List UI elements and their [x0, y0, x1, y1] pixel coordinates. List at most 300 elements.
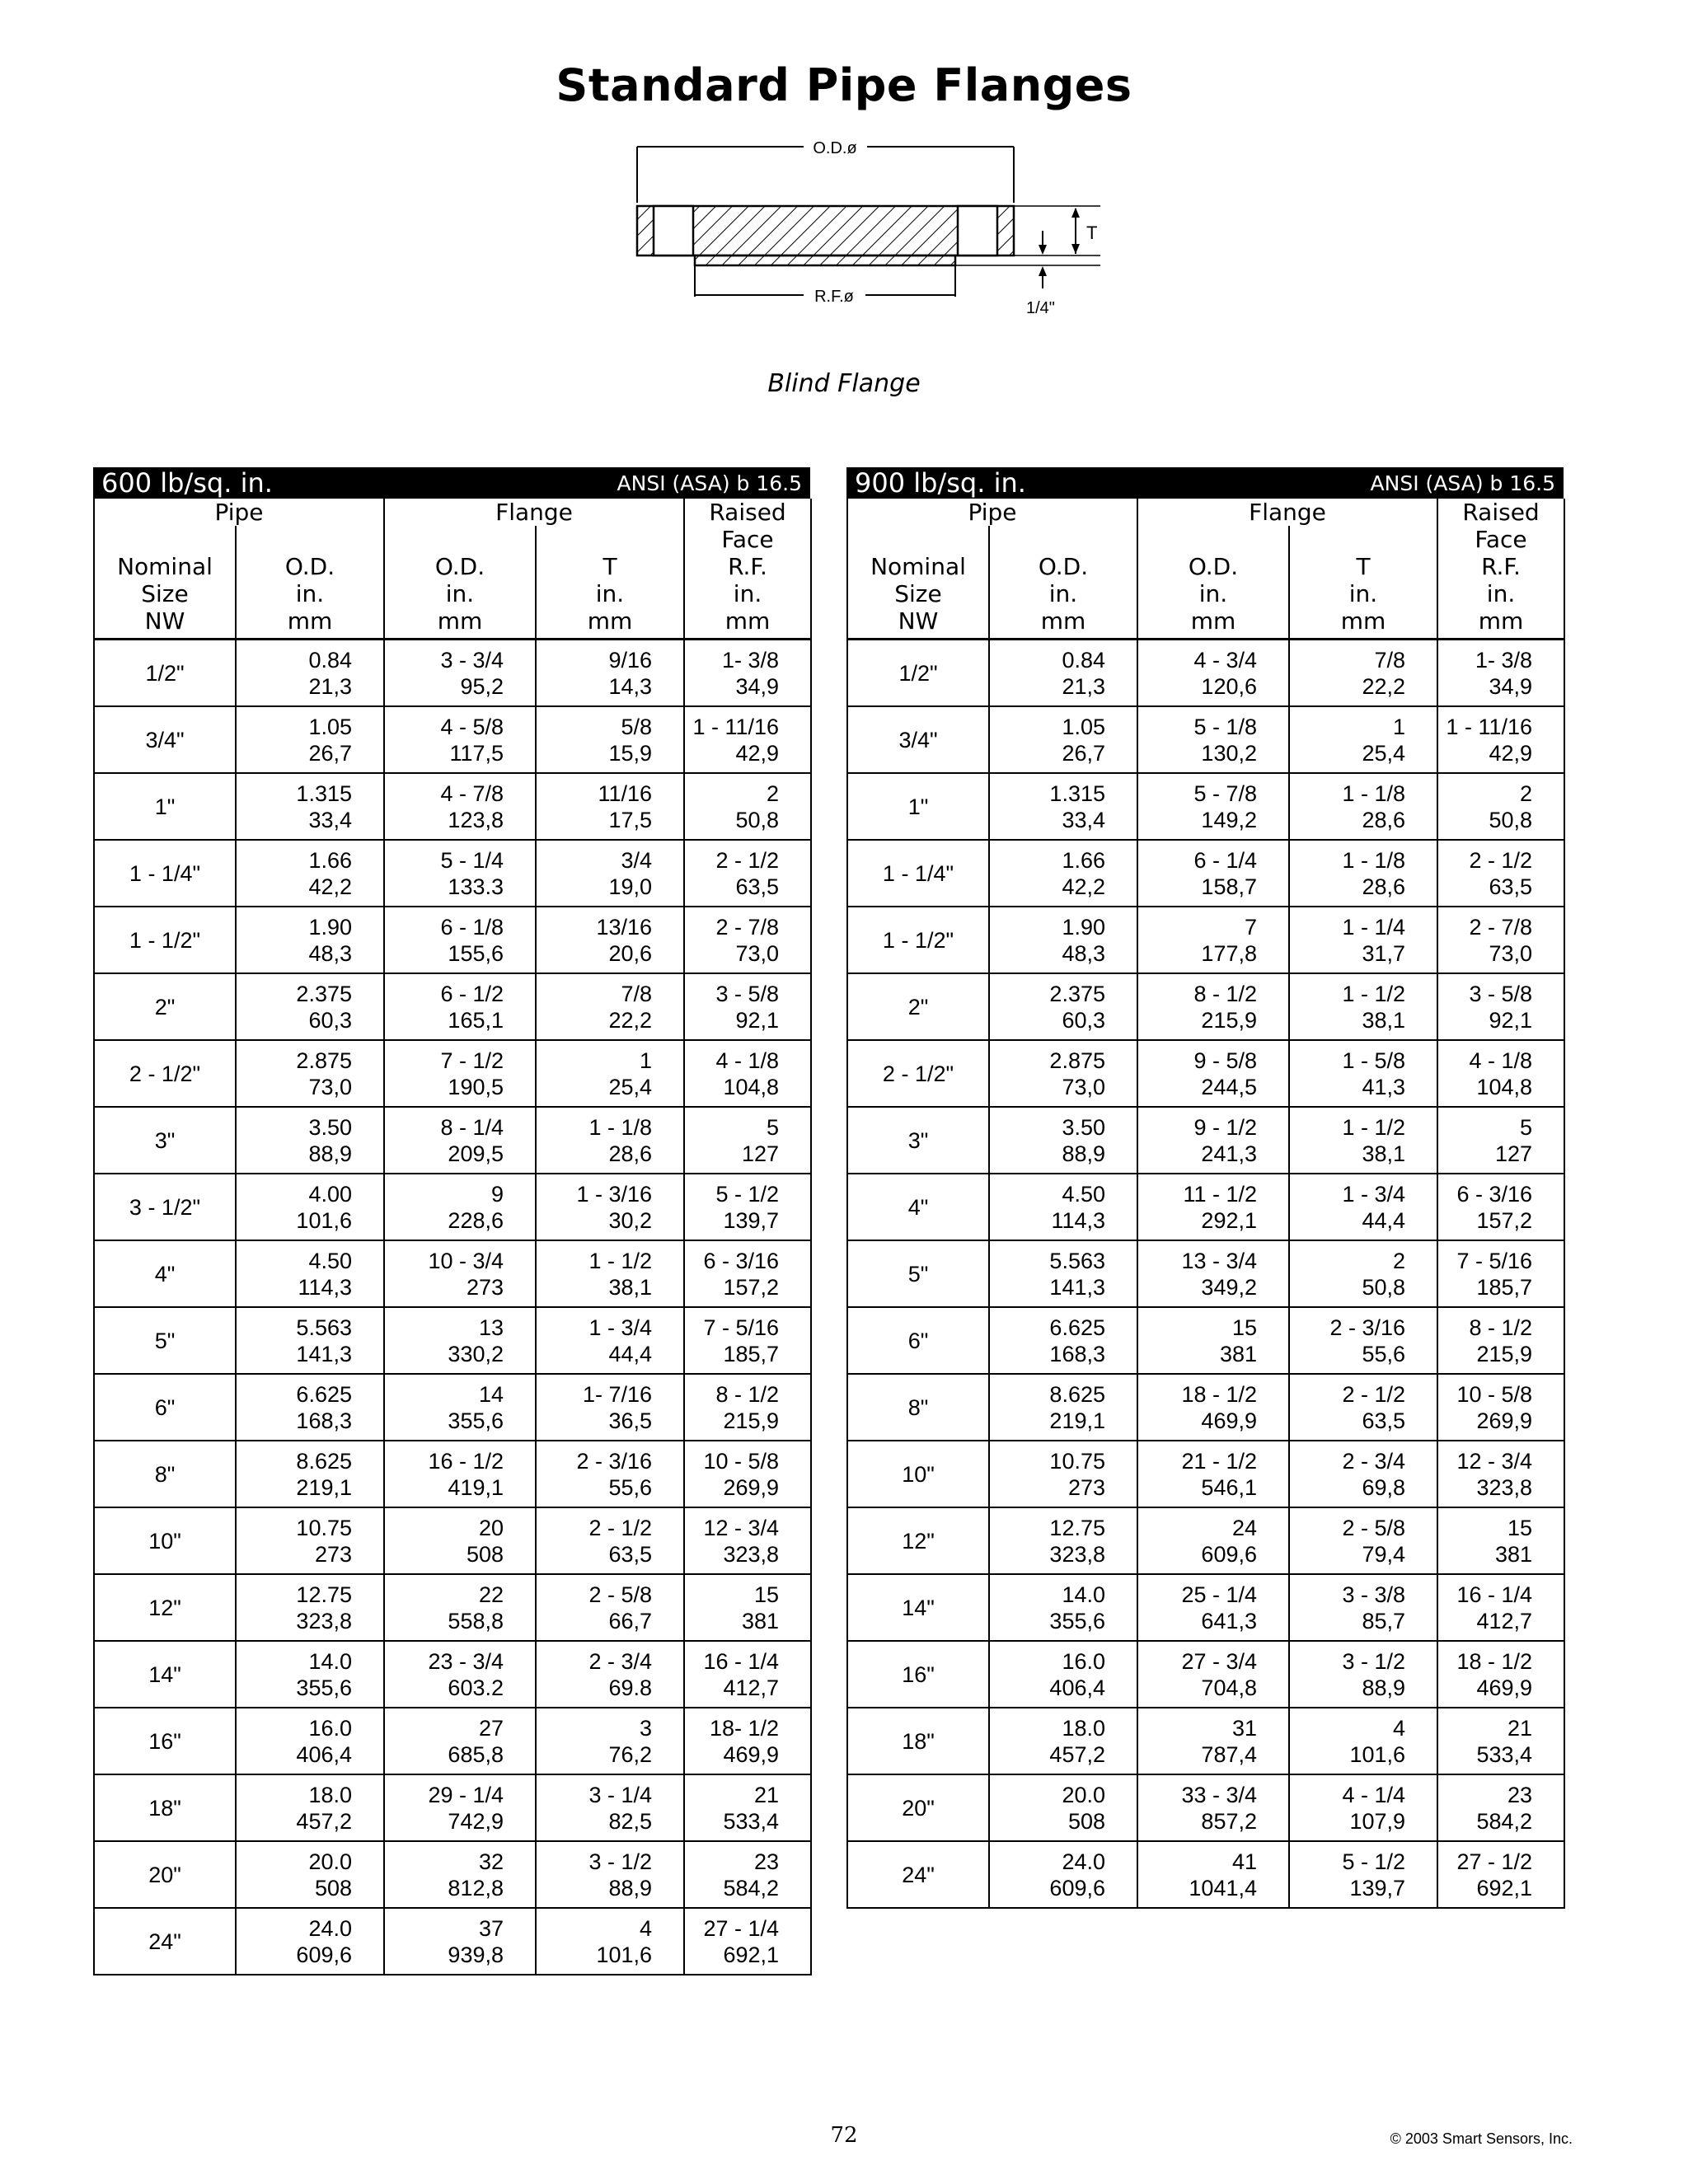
rf-cell: [684, 973, 811, 1040]
quarter-inch-label: 1/4": [1026, 299, 1055, 317]
table-row: [94, 1774, 811, 1841]
pipe-od-cell-mm: 508: [314, 1875, 352, 1900]
page-title: Standard Pipe Flanges: [556, 59, 1132, 111]
rf-cell-mm: 533,4: [723, 1808, 780, 1834]
pipe-od-cell: [236, 1641, 384, 1708]
pipe-od-cell-inch: 4.00: [308, 1181, 352, 1207]
flange-od-cell-mm: 123,8: [448, 807, 504, 832]
pipe-od-cell-inch: 4.50: [308, 1248, 352, 1273]
pipe-od-cell: [236, 1174, 384, 1240]
pipe-od-cell-inch: 1.05: [308, 714, 352, 739]
pipe-od-cell-inch: 14.0: [308, 1648, 352, 1674]
thickness-cell-mm: 22,2: [608, 1007, 653, 1033]
flange-od-cell-mm: 177,8: [1201, 940, 1257, 966]
rf-cell-mm: 127: [1494, 1141, 1533, 1166]
rf-cell-mm: 469,9: [723, 1741, 780, 1767]
thickness-cell-mm: 22,2: [1362, 673, 1406, 699]
thickness-cell-mm: 15,9: [608, 740, 653, 766]
thickness-header: T in. mm: [1289, 526, 1437, 640]
flange-od-cell-mm: 292,1: [1201, 1207, 1257, 1233]
rf-cell: [1437, 907, 1564, 973]
table-row: [94, 1107, 811, 1174]
rf-cell-inch: 15: [1507, 1515, 1533, 1540]
nominal-size-cell: 10": [94, 1507, 236, 1574]
flange-od-cell: [384, 773, 536, 840]
rf-cell-mm: 157,2: [723, 1274, 780, 1300]
pipe-od-cell-mm: 609,6: [1049, 1875, 1105, 1900]
rf-cell: [1437, 1174, 1564, 1240]
table-row: [94, 973, 811, 1040]
flange-od-cell-inch: 41: [1231, 1849, 1257, 1874]
rf-cell-inch: 2 - 7/8: [715, 914, 780, 940]
rf-cell-inch: 5: [1519, 1114, 1533, 1140]
table-row: [94, 1574, 811, 1641]
rf-cell-mm: 269,9: [1476, 1408, 1533, 1433]
rf-cell-mm: 412,7: [723, 1675, 780, 1700]
pipe-od-cell-mm: 355,6: [1049, 1608, 1105, 1633]
flange-od-header: O.D. in. mm: [1137, 526, 1289, 640]
rf-label: R.F.ø: [814, 288, 854, 306]
flange-od-cell: [1137, 773, 1289, 840]
rf-cell-mm: 215,9: [1476, 1341, 1533, 1366]
rf-cell: [684, 640, 811, 707]
rf-cell-inch: 15: [753, 1582, 780, 1607]
thickness-cell: [536, 1574, 684, 1641]
thickness-cell-inch: 13/16: [596, 914, 653, 940]
rf-cell-inch: 10 - 5/8: [703, 1448, 780, 1474]
rf-cell-mm: 34,9: [735, 673, 780, 699]
thickness-cell-inch: 1 - 1/4: [1342, 914, 1406, 940]
rf-cell-mm: 139,7: [723, 1207, 780, 1233]
standard-label: ANSI (ASA) b 16.5: [1370, 471, 1555, 495]
rf-cell: [684, 1507, 811, 1574]
thickness-cell: [536, 1441, 684, 1507]
flange-od-cell-mm: 603.2: [448, 1675, 504, 1700]
thickness-cell: [536, 1908, 684, 1975]
flange-od-cell-mm: 209,5: [448, 1141, 504, 1166]
pipe-od-cell-inch: 1.315: [1049, 780, 1105, 806]
flange-od-cell: [384, 1507, 536, 1574]
pipe-od-cell-mm: 60,3: [1062, 1007, 1105, 1033]
thickness-cell-inch: 1 - 1/8: [588, 1114, 653, 1140]
thickness-cell-inch: 2 - 1/2: [588, 1515, 653, 1540]
pipe-od-cell-inch: 2.375: [1049, 981, 1105, 1006]
flange-od-cell-inch: 27 - 3/4: [1181, 1648, 1257, 1674]
flange-od-cell-inch: 3 - 3/4: [440, 647, 504, 673]
nominal-size-cell: 12": [94, 1574, 236, 1641]
table-row: [847, 1107, 1564, 1174]
rf-cell: [1437, 640, 1564, 707]
flange-od-cell-mm: 641,3: [1201, 1608, 1257, 1633]
flange-od-cell: [384, 1307, 536, 1374]
flange-data-table: [846, 499, 1565, 1909]
pipe-od-cell-mm: 42,2: [1062, 874, 1105, 899]
rf-cell-inch: 12 - 3/4: [1456, 1448, 1533, 1474]
pipe-od-cell: [236, 840, 384, 907]
copyright: © 2003 Smart Sensors, Inc.: [1390, 2130, 1573, 2147]
flange-od-cell-inch: 5 - 1/8: [1193, 714, 1257, 739]
rf-cell-inch: 5 - 1/2: [715, 1181, 780, 1207]
rf-cell: [684, 1240, 811, 1307]
thickness-cell-mm: 139,7: [1349, 1875, 1406, 1900]
flange-od-cell: [384, 973, 536, 1040]
flange-od-cell-mm: 742,9: [448, 1808, 504, 1834]
flange-od-cell: [1137, 1040, 1289, 1107]
rf-cell: [684, 1708, 811, 1774]
rf-cell-inch: 6 - 3/16: [703, 1248, 780, 1273]
pipe-od-cell: [236, 973, 384, 1040]
pipe-od-cell-mm: 219,1: [1049, 1408, 1105, 1433]
thickness-cell-inch: 4: [1392, 1715, 1406, 1741]
thickness-cell-inch: 1- 7/16: [582, 1381, 653, 1407]
thickness-cell-mm: 101,6: [1349, 1741, 1406, 1767]
thickness-cell-mm: 28,6: [1362, 807, 1406, 832]
rf-cell-mm: 412,7: [1476, 1608, 1533, 1633]
flange-od-cell-mm: 190,5: [448, 1074, 504, 1099]
thickness-cell-mm: 17,5: [608, 807, 653, 832]
thickness-cell-mm: 55,6: [1362, 1341, 1406, 1366]
thickness-cell: [1289, 1240, 1437, 1307]
thickness-cell: [536, 1507, 684, 1574]
pipe-od-cell: [989, 640, 1137, 707]
rf-cell: [684, 1307, 811, 1374]
thickness-cell-mm: 50,8: [1362, 1274, 1406, 1300]
flange-od-cell-mm: 133.3: [448, 874, 504, 899]
pipe-od-cell: [989, 1841, 1137, 1908]
flange-od-cell-mm: 558,8: [448, 1608, 504, 1633]
rf-cell-mm: 104,8: [723, 1074, 780, 1099]
thickness-cell-inch: 1 - 3/4: [1342, 1181, 1406, 1207]
thickness-cell-mm: 38,1: [1362, 1007, 1406, 1033]
pipe-od-cell-inch: 3.50: [1062, 1114, 1105, 1140]
pipe-od-cell: [236, 1441, 384, 1507]
nominal-size-cell: 16": [94, 1708, 236, 1774]
flange-od-cell-inch: 4 - 5/8: [440, 714, 504, 739]
nominal-size-cell: 3/4": [94, 706, 236, 773]
thickness-cell-mm: 20,6: [608, 940, 653, 966]
rf-cell-mm: 127: [741, 1141, 780, 1166]
rf-cell-inch: 27 - 1/2: [1456, 1849, 1533, 1874]
pipe-od-cell-mm: 73,0: [1062, 1074, 1105, 1099]
figure-caption: Blind Flange: [767, 369, 921, 398]
table-row: [847, 1040, 1564, 1107]
rf-cell: [1437, 1441, 1564, 1507]
rf-cell-mm: 533,4: [1476, 1741, 1533, 1767]
pipe-od-header: O.D. in. mm: [989, 526, 1137, 640]
nominal-size-cell: 1 - 1/2": [847, 907, 989, 973]
flange-od-cell: [1137, 973, 1289, 1040]
flange-od-cell-mm: 381: [1219, 1341, 1257, 1366]
thickness-cell: [536, 1107, 684, 1174]
thickness-cell-inch: 3: [639, 1715, 653, 1741]
pipe-od-cell-inch: 2.375: [296, 981, 352, 1006]
flange-od-cell: [384, 1107, 536, 1174]
pressure-rating: 900 lb/sq. in.: [855, 467, 1026, 499]
rf-cell-inch: 18- 1/2: [709, 1715, 780, 1741]
thickness-cell-inch: 3/4: [621, 847, 653, 873]
thickness-cell-mm: 88,9: [608, 1875, 653, 1900]
flange-od-cell-mm: 419,1: [448, 1474, 504, 1500]
thickness-cell-inch: 2 - 3/4: [1342, 1448, 1406, 1474]
thickness-cell-inch: 11/16: [598, 780, 653, 806]
table-row: [94, 1507, 811, 1574]
flange-od-cell-inch: 6 - 1/8: [440, 914, 504, 940]
pipe-od-cell: [989, 1774, 1137, 1841]
rf-cell-mm: 50,8: [1489, 807, 1533, 832]
thickness-cell-mm: 69,8: [1362, 1474, 1406, 1500]
rf-cell-inch: 16 - 1/4: [1456, 1582, 1533, 1607]
rf-cell-mm: 269,9: [723, 1474, 780, 1500]
thickness-cell: [536, 1174, 684, 1240]
pipe-od-cell-mm: 457,2: [1049, 1741, 1105, 1767]
rf-cell-mm: 50,8: [735, 807, 780, 832]
rf-cell-inch: 21: [753, 1782, 780, 1807]
flange-group-header: Flange: [384, 499, 684, 526]
pipe-od-cell-mm: 48,3: [1062, 940, 1105, 966]
thickness-cell: [536, 1841, 684, 1908]
flange-od-cell: [1137, 1774, 1289, 1841]
nominal-size-cell: 16": [847, 1641, 989, 1708]
pipe-od-cell-inch: 1.90: [1062, 914, 1105, 940]
rf-cell-inch: 8 - 1/2: [715, 1381, 780, 1407]
pipe-od-cell-mm: 323,8: [296, 1608, 352, 1633]
pipe-od-cell-mm: 26,7: [308, 740, 352, 766]
thickness-cell-mm: 44,4: [608, 1341, 653, 1366]
flange-od-cell-inch: 7 - 1/2: [440, 1047, 504, 1073]
thickness-cell: [1289, 1507, 1437, 1574]
flange-od-cell-mm: 787,4: [1201, 1741, 1257, 1767]
rf-cell-mm: 692,1: [723, 1942, 780, 1967]
table-row: [847, 706, 1564, 773]
nominal-size-cell: 2 - 1/2": [847, 1040, 989, 1107]
flange-od-cell: [384, 1174, 536, 1240]
thickness-cell-inch: 3 - 3/8: [1342, 1582, 1406, 1607]
flange-table-900: [846, 467, 1564, 1909]
nominal-size-cell: 24": [847, 1841, 989, 1908]
nominal-size-cell: 6": [94, 1374, 236, 1441]
rf-cell: [684, 706, 811, 773]
pressure-rating: 600 lb/sq. in.: [101, 467, 273, 499]
table-row: [847, 640, 1564, 707]
thickness-cell-mm: 69.8: [608, 1675, 653, 1700]
pipe-od-cell-mm: 60,3: [308, 1007, 352, 1033]
rf-cell-inch: 3 - 5/8: [1469, 981, 1533, 1006]
thickness-cell-inch: 1 - 5/8: [1342, 1047, 1406, 1073]
pipe-od-cell-inch: 8.625: [1049, 1381, 1105, 1407]
rf-cell-inch: 10 - 5/8: [1456, 1381, 1533, 1407]
thickness-cell-mm: 85,7: [1362, 1608, 1406, 1633]
table-row: [94, 1307, 811, 1374]
thickness-cell-mm: 19,0: [608, 874, 653, 899]
pipe-od-cell: [236, 1307, 384, 1374]
rf-cell-inch: 5: [766, 1114, 780, 1140]
flange-od-cell: [384, 640, 536, 707]
pipe-od-cell-inch: 16.0: [1062, 1648, 1105, 1674]
table-row: [847, 1240, 1564, 1307]
rf-cell-mm: 104,8: [1476, 1074, 1533, 1099]
flange-od-cell-inch: 13 - 3/4: [1181, 1248, 1257, 1273]
table-row: [847, 1708, 1564, 1774]
pipe-od-cell-inch: 2.875: [296, 1047, 352, 1073]
thickness-cell-inch: 1 - 1/2: [1342, 981, 1406, 1006]
pipe-od-cell: [989, 1307, 1137, 1374]
thickness-cell-inch: 3 - 1/2: [1342, 1648, 1406, 1674]
flange-od-cell: [1137, 1307, 1289, 1374]
pipe-od-cell-inch: 12.75: [1049, 1515, 1105, 1540]
pipe-od-cell-mm: 21,3: [1062, 673, 1105, 699]
flange-od-cell-mm: 117,5: [449, 740, 504, 766]
thickness-cell: [536, 973, 684, 1040]
rf-cell-mm: 42,9: [1489, 740, 1533, 766]
rf-cell-inch: 4 - 1/8: [715, 1047, 780, 1073]
thickness-cell-inch: 1 - 1/2: [1342, 1114, 1406, 1140]
pipe-od-cell: [236, 1040, 384, 1107]
flange-od-cell: [1137, 907, 1289, 973]
flange-od-cell-inch: 37: [478, 1915, 504, 1941]
pipe-od-cell-mm: 42,2: [308, 874, 352, 899]
thickness-cell-inch: 5/8: [621, 714, 653, 739]
nominal-size-cell: 14": [94, 1641, 236, 1708]
flange-od-cell-mm: 130,2: [1201, 740, 1257, 766]
rf-cell: [1437, 1240, 1564, 1307]
nominal-size-cell: 10": [847, 1441, 989, 1507]
flange-od-cell-mm: 939,8: [448, 1942, 504, 1967]
rf-cell: [1437, 773, 1564, 840]
thickness-cell: [1289, 907, 1437, 973]
pipe-od-cell-inch: 12.75: [296, 1582, 352, 1607]
flange-od-cell-inch: 8 - 1/4: [440, 1114, 504, 1140]
pipe-od-cell-inch: 8.625: [296, 1448, 352, 1474]
flange-od-cell-inch: 23 - 3/4: [428, 1648, 504, 1674]
flange-od-cell: [384, 1841, 536, 1908]
flange-od-cell-mm: 546,1: [1201, 1474, 1257, 1500]
nominal-size-cell: 1 - 1/4": [94, 840, 236, 907]
rf-cell-inch: 7 - 5/16: [703, 1315, 780, 1340]
nominal-size-cell: 3 - 1/2": [94, 1174, 236, 1240]
flange-od-cell-inch: 31: [1231, 1715, 1257, 1741]
rf-cell: [1437, 1040, 1564, 1107]
page-number: 72: [830, 2123, 858, 2148]
pipe-od-cell-inch: 24.0: [308, 1915, 352, 1941]
thickness-cell-mm: 38,1: [608, 1274, 653, 1300]
thickness-cell-inch: 1 - 3/16: [576, 1181, 653, 1207]
flange-od-cell: [384, 1908, 536, 1975]
rf-cell-inch: 2: [1519, 780, 1533, 806]
flange-od-cell: [1137, 1174, 1289, 1240]
rf-cell-inch: 1 - 11/16: [692, 714, 780, 739]
thickness-cell-inch: 1 - 1/8: [1342, 780, 1406, 806]
thickness-cell: [1289, 640, 1437, 707]
thickness-cell: [536, 907, 684, 973]
pipe-od-cell: [236, 640, 384, 707]
thickness-cell-mm: 31,7: [1362, 940, 1406, 966]
rf-cell-mm: 584,2: [723, 1875, 780, 1900]
pipe-od-cell-inch: 3.50: [308, 1114, 352, 1140]
flange-od-cell: [384, 1441, 536, 1507]
thickness-cell: [536, 1307, 684, 1374]
flange-od-cell-mm: 812,8: [448, 1875, 504, 1900]
flange-od-cell-mm: 469,9: [1201, 1408, 1257, 1433]
pipe-od-cell: [236, 907, 384, 973]
pipe-od-cell-mm: 355,6: [296, 1675, 352, 1700]
rf-cell: [684, 1641, 811, 1708]
flange-od-cell-inch: 18 - 1/2: [1181, 1381, 1257, 1407]
table-row: [94, 1841, 811, 1908]
pipe-od-cell: [989, 1040, 1137, 1107]
rf-cell-mm: 73,0: [1489, 940, 1533, 966]
flange-od-cell: [384, 1774, 536, 1841]
rf-cell-inch: 27 - 1/4: [703, 1915, 780, 1941]
table-header-bar: [93, 467, 810, 499]
table-row: [847, 1307, 1564, 1374]
thickness-cell-inch: 7/8: [621, 981, 653, 1006]
rf-cell-mm: 73,0: [735, 940, 780, 966]
rf-cell-mm: 323,8: [1476, 1474, 1533, 1500]
nominal-size-cell: 1": [94, 773, 236, 840]
pipe-od-cell: [989, 973, 1137, 1040]
pipe-od-cell-inch: 1.66: [1062, 847, 1105, 873]
thickness-cell-inch: 2 - 3/16: [1329, 1315, 1406, 1340]
nominal-size-cell: 5": [94, 1307, 236, 1374]
thickness-cell: [1289, 1441, 1437, 1507]
flange-od-cell-inch: 15: [1231, 1315, 1257, 1340]
flange-od-cell-inch: 6 - 1/2: [440, 981, 504, 1006]
flange-od-cell-mm: 228,6: [448, 1207, 504, 1233]
rf-cell: [684, 907, 811, 973]
thickness-cell-mm: 25,4: [608, 1074, 653, 1099]
pipe-od-cell: [989, 1441, 1137, 1507]
nominal-size-cell: 20": [94, 1841, 236, 1908]
pipe-od-cell-mm: 141,3: [296, 1341, 352, 1366]
thickness-cell: [1289, 1574, 1437, 1641]
nominal-size-cell: 1": [847, 773, 989, 840]
rf-cell-mm: 34,9: [1489, 673, 1533, 699]
pipe-od-cell-inch: 5.563: [296, 1315, 352, 1340]
thickness-cell-inch: 1 - 3/4: [588, 1315, 653, 1340]
flange-od-cell-mm: 120,6: [1201, 673, 1257, 699]
flange-od-cell: [1137, 1841, 1289, 1908]
pipe-od-cell: [989, 773, 1137, 840]
pipe-od-cell-mm: 168,3: [296, 1408, 352, 1433]
thickness-cell-inch: 2 - 5/8: [1342, 1515, 1406, 1540]
flange-od-cell-inch: 9 - 1/2: [1193, 1114, 1257, 1140]
pipe-od-cell-mm: 33,4: [1062, 807, 1105, 832]
rf-cell: [684, 1841, 811, 1908]
table-row: [847, 1641, 1564, 1708]
nominal-size-header: Nominal Size NW: [847, 526, 989, 640]
rf-cell-mm: 323,8: [723, 1541, 780, 1567]
rf-cell: [684, 1107, 811, 1174]
rf-cell-inch: 18 - 1/2: [1456, 1648, 1533, 1674]
pipe-od-cell-inch: 1.05: [1062, 714, 1105, 739]
table-row: [94, 840, 811, 907]
t-label: T: [1086, 223, 1098, 243]
flange-od-cell-inch: 11 - 1/2: [1183, 1181, 1257, 1207]
rf-cell-mm: 381: [741, 1608, 780, 1633]
pipe-od-cell-inch: 2.875: [1049, 1047, 1105, 1073]
pipe-od-cell-inch: 18.0: [308, 1782, 352, 1807]
pipe-od-cell-mm: 73,0: [308, 1074, 352, 1099]
flange-od-cell-inch: 14: [478, 1381, 504, 1407]
pipe-od-cell-mm: 406,4: [296, 1741, 352, 1767]
thickness-cell-mm: 76,2: [608, 1741, 653, 1767]
thickness-cell: [1289, 1374, 1437, 1441]
pipe-od-header: O.D. in. mm: [236, 526, 384, 640]
flange-table-600: [93, 467, 810, 1975]
nominal-size-cell: 1 - 1/4": [847, 840, 989, 907]
table-row: [94, 1708, 811, 1774]
pipe-od-cell: [989, 706, 1137, 773]
